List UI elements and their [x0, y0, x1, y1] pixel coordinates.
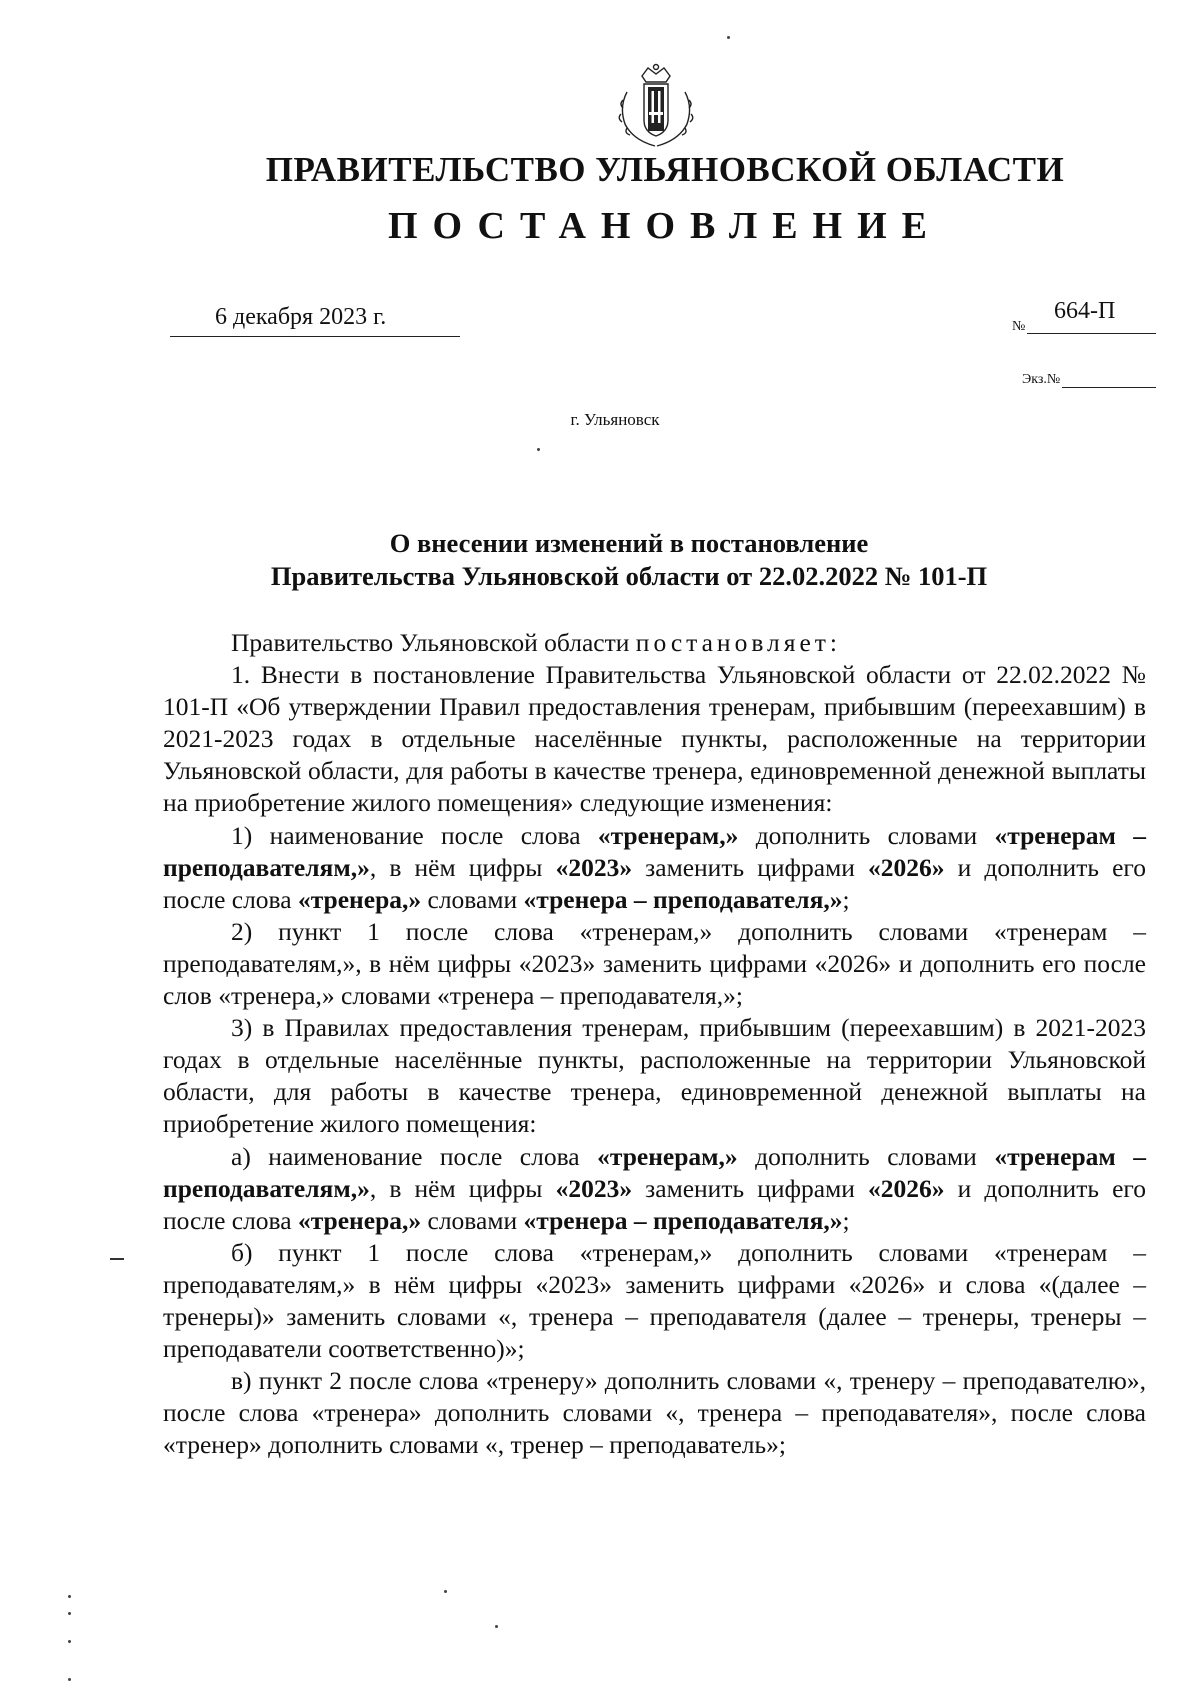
scan-speck — [444, 1590, 447, 1593]
number-block — [1012, 296, 1156, 334]
number-sign: № — [1012, 319, 1026, 334]
scan-speck — [68, 1612, 71, 1615]
item-1: 1) наименование после слова «тренерам,» дополнить словами «тренерам – преподавателям,», в нём цифры «2023» заменить цифрами «2026» и дополнить его после слова «тренера,» словами «тренера – преподавателя,»; — [163, 820, 1147, 914]
coat-of-arms-emblem — [615, 62, 697, 152]
document-title — [0, 527, 1200, 593]
intro-paragraph — [163, 627, 1146, 659]
intro-text: Правительство Ульяновской области — [231, 628, 630, 657]
paragraph-1: 1. Внести в постановление Правительства Ульяновской области от 22.02.2022 № 101-П «Об утверждении Правил предоставления тренерам, прибывшим (переехавшим) в 2021-2023 годах в отдельные населённые пункты, расположенные на территории Ульяновской области, для работы в качестве тренера, единовременной денежной выплаты на приобретение жилого помещения» следующие изменения: — [163, 660, 1146, 818]
document-body — [163, 627, 1146, 1461]
copy-label: Экз.№ — [1022, 372, 1061, 387]
scan-speck — [68, 1640, 71, 1643]
number-underline — [1027, 333, 1156, 334]
scan-speck — [68, 1595, 71, 1598]
scan-speck — [537, 448, 540, 451]
item-b: б) пункт 1 после слова «тренерам,» дополнить словами «тренерам – преподавателям,» в нём цифры «2023» заменить цифрами «2026» и слова «(далее – тренеры)» заменить словами «, тренера – преподавателя (далее – тренеры, тренеры – преподаватели соответственно)»; — [163, 1237, 1146, 1364]
document-date: 6 декабря 2023 г. — [215, 304, 387, 330]
scan-speck — [495, 1625, 498, 1628]
margin-dash-mark — [110, 1258, 124, 1260]
date-block — [170, 302, 460, 337]
scan-speck — [727, 36, 730, 39]
scan-speck — [68, 1678, 71, 1681]
document-type: ПОСТАНОВЛЕНИЕ — [387, 205, 943, 247]
item-v: в) пункт 2 после слова «тренеру» дополнить словами «, тренеру – преподавателю», после слова «тренера» дополнить словами «, тренера – преподавателя», после слова «тренер» дополнить словами «, тренер – преподаватель»; — [163, 1366, 1146, 1460]
document-number: 664-П — [1054, 298, 1116, 324]
title-line-2: Правительства Ульяновской области от 22.02.2022 № 101-П — [270, 561, 988, 591]
intro-resolves: постановляет: — [635, 628, 842, 657]
item-3: 3) в Правилах предоставления тренерам, прибывшим (переехавшим) в 2021-2023 годах в отдельные населённые пункты, расположенные на территории Ульяновской области, для работы в качестве тренера, единовременной денежной выплаты на приобретение жилого помещения: — [163, 1013, 1146, 1139]
date-underline — [170, 336, 460, 337]
title-line-1: О внесении изменений в постановление — [389, 528, 869, 558]
city: г. Ульяновск — [570, 410, 660, 429]
copy-underline — [1062, 387, 1156, 388]
copy-number-block — [1022, 372, 1156, 388]
item-a: а) наименование после слова «тренерам,» дополнить словами «тренерам – преподавателям,», в нём цифры «2023» заменить цифрами «2026» и дополнить его после слова «тренера,» словами «тренера – преподавателя,»; — [163, 1141, 1146, 1235]
government-name: ПРАВИТЕЛЬСТВО УЛЬЯНОВСКОЙ ОБЛАСТИ — [265, 150, 1065, 189]
item-2: 2) пункт 1 после слова «тренерам,» дополнить словами «тренерам – преподавателям,», в нём цифры «2023» заменить цифрами «2026» и дополнить его после слов «тренера,» словами «тренера – преподавателя,»; — [163, 916, 1146, 1011]
